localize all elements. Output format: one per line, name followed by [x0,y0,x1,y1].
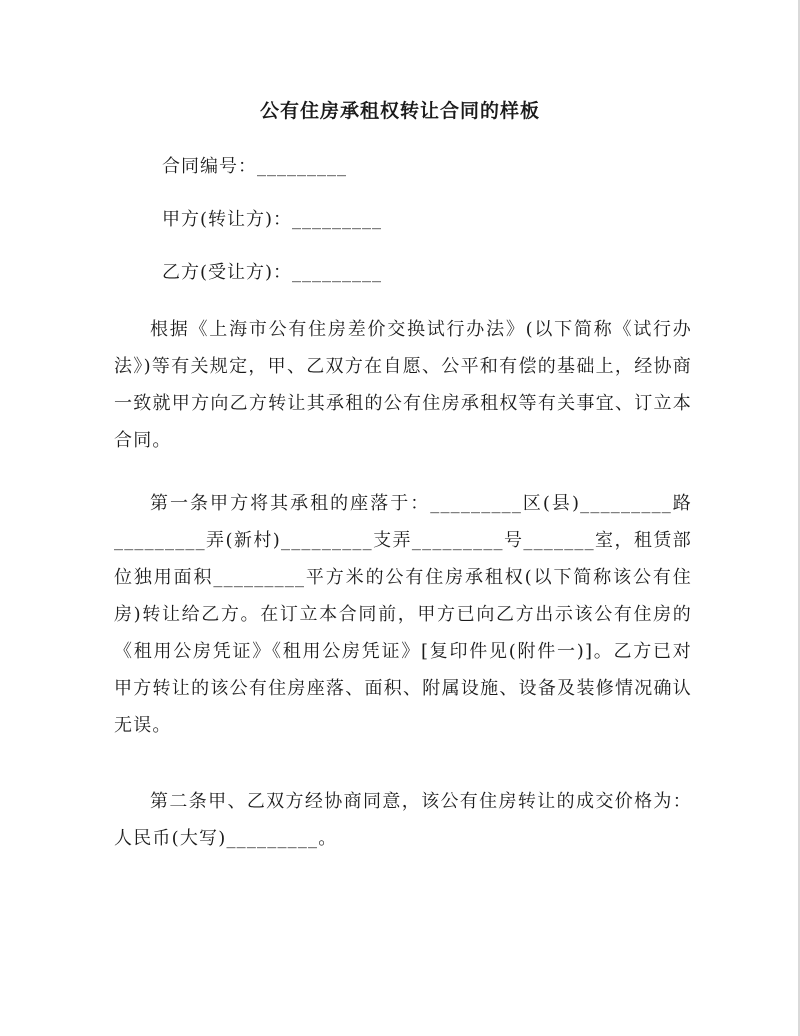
document-title: 公有住房承租权转让合同的样板 [259,100,540,122]
preamble-paragraph: 根据《上海市公有住房差价交换试行办法》(以下简称《试行办法》)等有关规定，甲、乙双方在自愿、公平和有偿的基础上，经协商一致就甲方向乙方转让其承租的公有住房承租权等有关事宜、订立本合同。 [114,319,692,451]
article-one-paragraph: 第一条甲方将其承租的座落于：_________区(县)_________路_________弄(新村)_________支弄_________号_______室，租赁部位独用面积_________平方米的公有住房承租权(以下简称该公有住房)转让给乙方。在订立本合同前，甲方已向乙方出示该公有住房的《租用公房凭证》《租用公房凭证》[复印件见(附件一)]。乙方已对甲方转让的该公有住房座落、面积、附属设施、设备及装修情况确认无误。 [114,493,692,736]
article-two-paragraph: 第二条甲、乙双方经协商同意，该公有住房转让的成交价格为：人民币(大写)_________。 [114,791,692,849]
party-b-field: 乙方(受让方)：_________ [162,262,383,283]
contract-number-field: 合同编号：_________ [162,156,347,177]
party-a-field: 甲方(转让方)：_________ [162,209,383,230]
